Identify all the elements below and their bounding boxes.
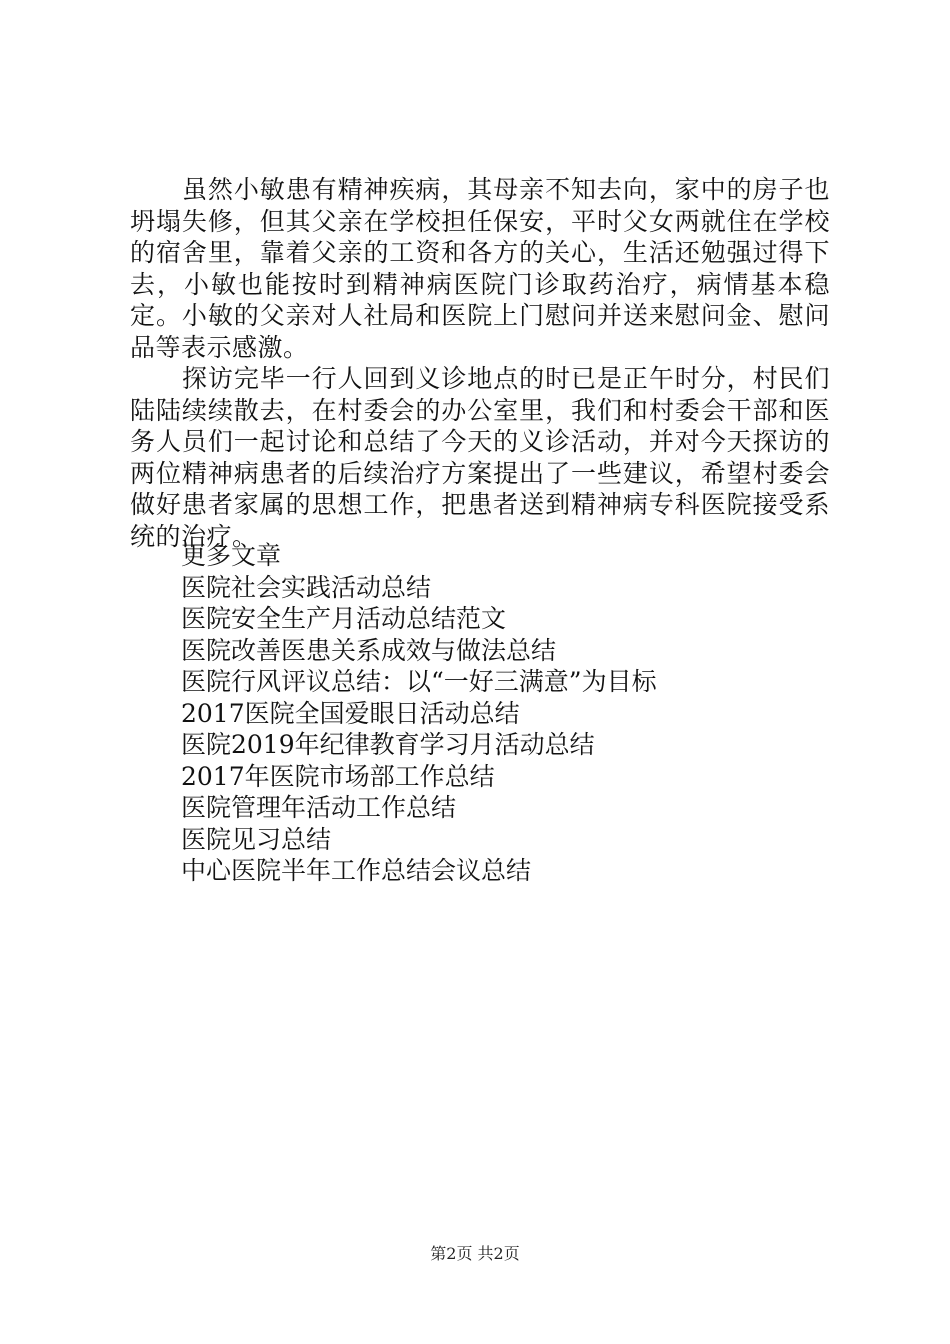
more-articles-section: [181, 540, 821, 887]
more-article-link[interactable]: 医院安全生产月活动总结范文: [181, 604, 507, 633]
more-article-link[interactable]: 医院见习总结: [181, 824, 332, 854]
page-footer: 第2页 共2页: [430, 1244, 520, 1263]
more-article-link[interactable]: 中心医院半年工作总结会议总结: [181, 856, 532, 885]
more-article-link[interactable]: 医院2019年纪律教育学习月活动总结: [181, 730, 595, 759]
more-articles-title: 更多文章: [181, 541, 282, 570]
paragraph-2: 探访完毕一行人回到义诊地点的时已是正午时分，村民们陆陆续续散去，在村委会的办公室里，我们和村委会干部和医务人员们一起讨论和总结了今天的义诊活动，并对今天探访的两位精神病患者的后续治疗方案提出了一些建议，希望村委会做好患者家属的思想工作，把患者送到精神病专科医院接受系统的治疗。: [130, 364, 830, 551]
more-article-link[interactable]: 医院行风评议总结：以“一好三满意”为目标: [181, 667, 657, 696]
article-body: [130, 174, 830, 552]
more-article-link[interactable]: 医院管理年活动工作总结: [181, 793, 457, 822]
paragraph-1: 虽然小敏患有精神疾病，其母亲不知去向，家中的房子也坍塌失修，但其父亲在学校担任保安，平时父女两就住在学校的宿舍里，靠着父亲的工资和各方的关心，生活还勉强过得下去，小敏也能按时到精神病医院门诊取药治疗，病情基本稳定。小敏的父亲对人社局和医院上门慰问并送来慰问金、慰问品等表示感激。: [130, 175, 830, 362]
more-article-link[interactable]: 2017年医院市场部工作总结: [181, 761, 495, 791]
more-article-link[interactable]: 2017医院全国爱眼日活动总结: [181, 698, 520, 728]
more-article-link[interactable]: 医院社会实践活动总结: [181, 572, 432, 602]
more-article-link[interactable]: 医院改善医患关系成效与做法总结: [181, 635, 557, 665]
